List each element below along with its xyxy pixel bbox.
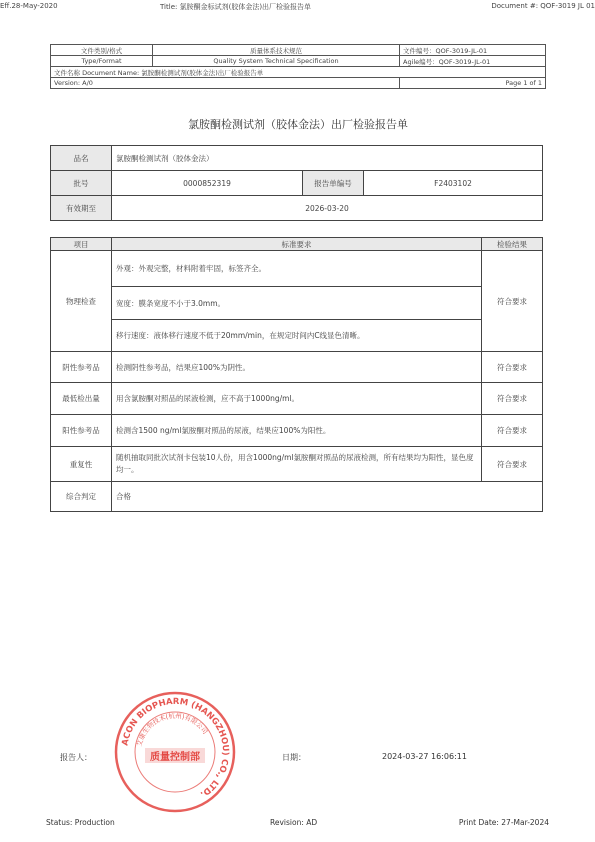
lot-value: 0000852319 [112, 171, 303, 196]
version: Version: A/0 [51, 78, 400, 89]
detection-limit-req: 用含氯胺酮对照品的尿液检测，应不高于1000ng/ml。 [112, 383, 482, 415]
detection-limit-item: 最低检出量 [51, 383, 112, 415]
spec-en: Quality System Technical Specification [153, 56, 400, 67]
column-header-item: 项目 [51, 238, 112, 251]
conclusion-label: 综合判定 [51, 482, 112, 512]
physical-req-width: 宽度：膜条宽度不小于3.0mm。 [112, 287, 482, 320]
stamp-ring-text: ACON BIOPHARM (HANGZHOU) CO., LTD. [120, 696, 231, 800]
report-title: 氯胺酮检测试剂（胶体金法）出厂检验报告单 [188, 118, 408, 131]
document-name: 文件名称 Document Name: 氯胺酮检测试剂(胶体金法)出厂检验报告单 [51, 67, 546, 78]
physical-req-flow-rate: 移行速度：液体移行速度不低于20mm/min，在规定时间内C线显色清晰。 [112, 320, 482, 352]
negative-reference-item: 阴性参考品 [51, 352, 112, 383]
lot-label: 批号 [51, 171, 112, 196]
type-format-cn: 文件类别/格式 [51, 45, 153, 56]
footer-print-date: Print Date: 27-Mar-2024 [458, 818, 549, 827]
report-number-label: 报告单编号 [303, 171, 364, 196]
table-row [51, 383, 543, 415]
repeatability-item: 重复性 [51, 447, 112, 482]
type-format-en: Type/Format [51, 56, 153, 67]
positive-reference-result: 符合要求 [482, 415, 543, 447]
agile-number: Agile编号：QOF-3019-JL-01 [400, 56, 546, 67]
document-header [0, 0, 595, 12]
document-title-line: Title: 氯胺酮金标试剂(胶体金法)出厂检验报告单 [160, 3, 312, 11]
positive-reference-req: 检测含1500 ng/ml氯胺酮对照品的尿液，结果应100%为阳性。 [112, 415, 482, 447]
negative-reference-req: 检测阴性参考品，结果应100%为阴性。 [112, 352, 482, 383]
date-value: 2024-03-27 16:06:11 [382, 752, 467, 761]
table-row [51, 447, 543, 482]
page-indicator: Page 1 of 1 [400, 78, 546, 89]
column-header-result: 检验结果 [482, 238, 543, 251]
inspection-table [50, 237, 543, 512]
date-label: 日期： [282, 753, 306, 762]
stamp-center-text: 质量控制部 [150, 752, 200, 763]
expiry-value: 2026-03-20 [112, 196, 543, 221]
spec-cn: 质量体系技术规范 [153, 45, 400, 56]
repeatability-req: 随机抽取同批次试剂卡包装10人份，用含1000ng/ml氯胺酮对照品的尿液检测，所有结果均为阳性，显色度均一。 [112, 447, 482, 482]
repeatability-result: 符合要求 [482, 447, 543, 482]
product-name-value: 氯胺酮检测试剂（胶体金法） [112, 146, 543, 171]
physical-check-item: 物理检查 [51, 251, 112, 352]
product-info-table [50, 145, 543, 221]
expiry-label: 有效期至 [51, 196, 112, 221]
document-number: Document #: QOF-3019 JL 01 [491, 2, 595, 10]
table-row [51, 415, 543, 447]
footer-status: Status: Production [46, 818, 115, 827]
stamp-inner-text: 艾康生物技术(杭州)有限公司 [135, 711, 210, 748]
document-control-table [50, 44, 546, 89]
positive-reference-item: 阳性参考品 [51, 415, 112, 447]
column-header-requirement: 标准要求 [112, 238, 482, 251]
effective-date: Eff.28-May-2020 [0, 2, 58, 10]
physical-req-appearance: 外观：外观完整，材料附着牢固，标签齐全。 [112, 251, 482, 287]
file-number: 文件编号：QOF-3019-JL-01 [400, 45, 546, 56]
quality-stamp [113, 690, 237, 814]
report-number-value: F2403102 [364, 171, 543, 196]
negative-reference-result: 符合要求 [482, 352, 543, 383]
table-row [51, 352, 543, 383]
detection-limit-result: 符合要求 [482, 383, 543, 415]
footer-revision: Revision: AD [270, 818, 318, 827]
physical-check-result: 符合要求 [482, 251, 543, 352]
conclusion-value: 合格 [112, 482, 543, 512]
reporter-label: 报告人： [60, 753, 92, 762]
product-name-label: 品名 [51, 146, 112, 171]
